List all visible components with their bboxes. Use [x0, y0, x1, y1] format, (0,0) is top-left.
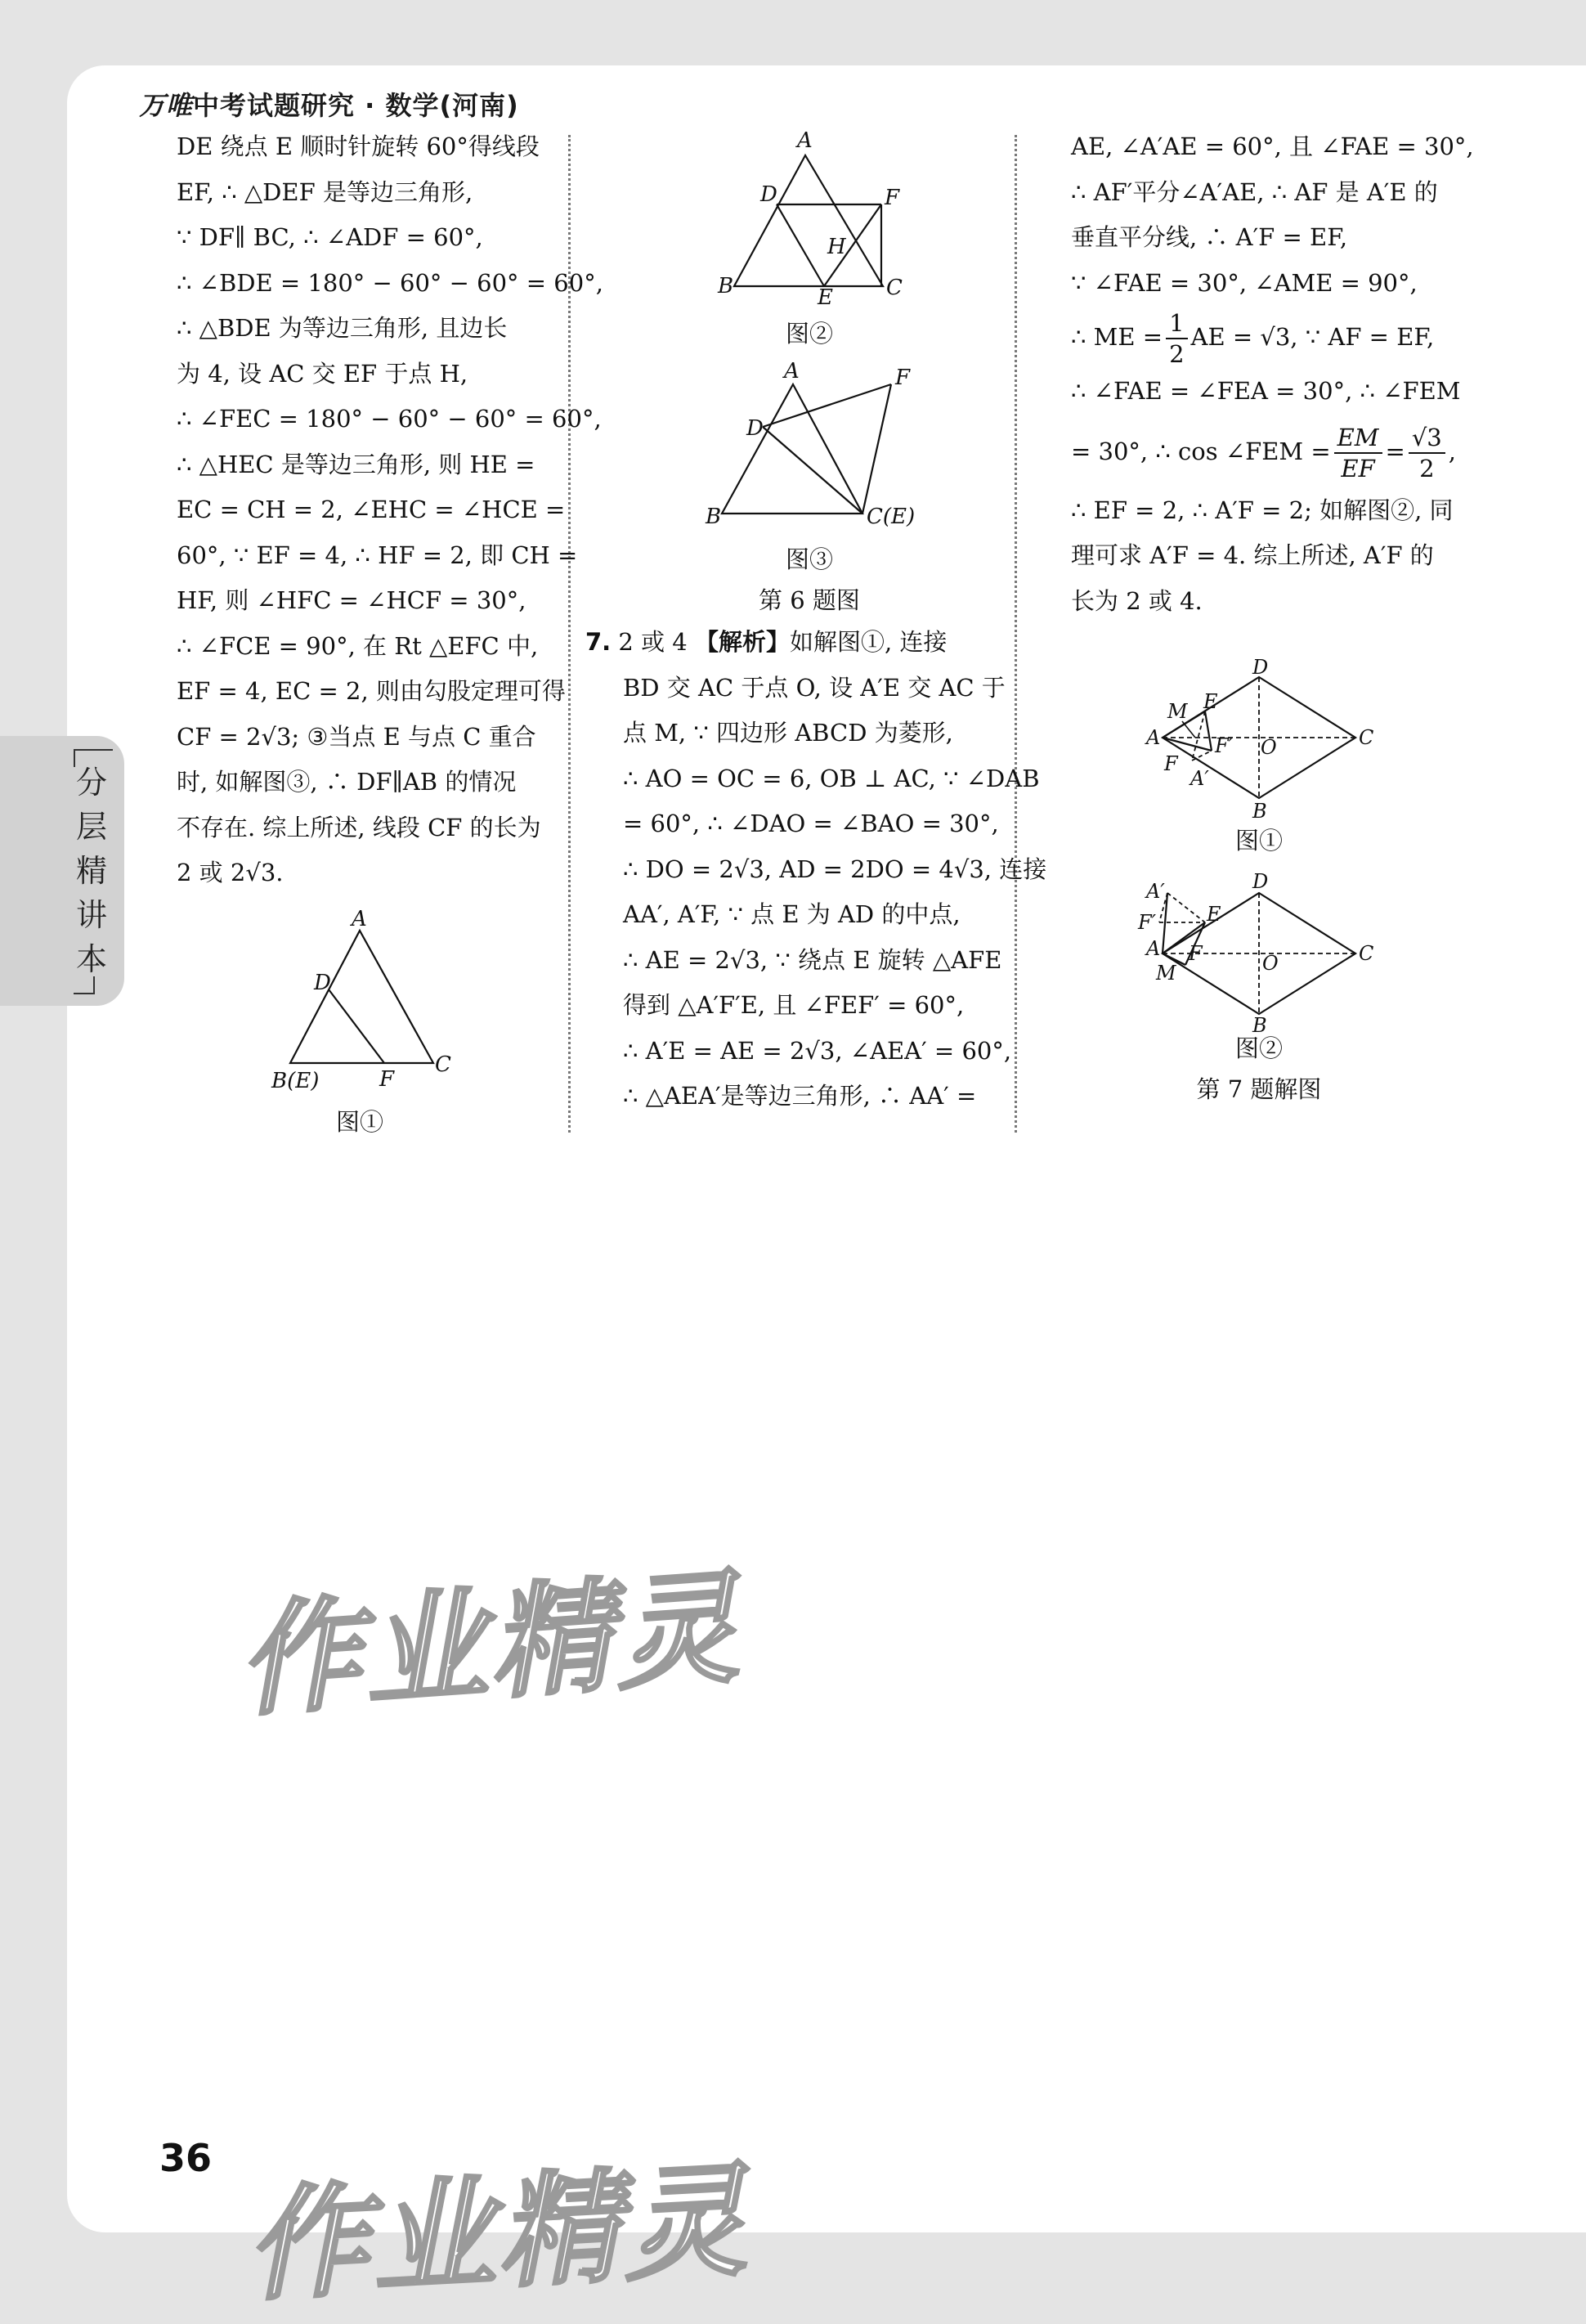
text-line: ∴ ME = $\frac{1}{2}$ AE = √3, ∵ AF = EF,: [1071, 309, 1435, 368]
text-line: ∴ EF = 2, ∴ A′F = 2; 如解图②, 同: [1071, 496, 1454, 524]
fig2-caption: 图②: [785, 320, 833, 348]
label-F: F: [885, 186, 900, 210]
column-divider-2: [1015, 135, 1017, 1133]
q7-figure-2: [1136, 868, 1382, 1032]
text-line: 60°, ∵ EF = 4, ∴ HF = 2, 即 CH =: [177, 541, 578, 569]
label-B: B: [1252, 1014, 1267, 1032]
text-line: ∴ △AEA′是等边三角形, ∴ AA′ =: [623, 1082, 977, 1110]
label-H: H: [827, 235, 846, 259]
label-D: D: [746, 416, 764, 441]
label-Fp: F′: [1215, 734, 1234, 757]
text-line: ∵ DF∥ BC, ∴ ∠ADF = 60°,: [177, 223, 483, 251]
label-B: B: [718, 274, 734, 298]
q7-fig1-caption: 图①: [1234, 827, 1283, 855]
label-A: A: [797, 131, 813, 153]
text-line: ∴ DO = 2√3, AD = 2DO = 4√3, 连接: [623, 855, 1047, 883]
text-line: 为 4, 设 AC 交 EF 于点 H,: [177, 359, 468, 388]
label-Fp: F′: [1138, 911, 1157, 934]
text-line: BD 交 AC 于点 O, 设 A′E 交 AC 于: [623, 673, 1006, 702]
label-F: F: [895, 366, 911, 390]
text-line: 理可求 A′F = 4. 综上所述, A′F 的: [1071, 541, 1434, 569]
label-E: E: [1207, 903, 1221, 926]
fig3-caption: 图③: [785, 545, 833, 573]
label-F: F: [1164, 752, 1178, 775]
q7-caption: 第 7 题解图: [1196, 1075, 1322, 1103]
fraction: $\frac{1}{2}$: [1166, 308, 1187, 369]
label-O: O: [1261, 736, 1277, 759]
text-line: 时, 如解图③, ∴ DF∥AB 的情况: [177, 768, 517, 796]
text-line: ∴ △BDE 为等边三角形, 且边长: [177, 314, 508, 342]
watermark: 作业精灵: [242, 2149, 753, 2318]
text-line: = 30°, ∴ cos ∠FEM = $\frac{EM}{EF}$ = $\frac{√3}{2}$ ,: [1071, 423, 1456, 482]
q7-fig2-caption: 图②: [1234, 1034, 1283, 1062]
side-tab: [0, 736, 124, 1006]
label-M: M: [1167, 700, 1188, 723]
label-F: F: [379, 1067, 395, 1092]
text-line: AA′, A′F, ∵ 点 E 为 AD 的中点,: [623, 900, 961, 928]
label-Ap: A′: [1190, 767, 1209, 790]
fraction: $\frac{√3}{2}$: [1409, 423, 1445, 483]
text-line: = 60°, ∴ ∠DAO = ∠BAO = 30°,: [623, 810, 999, 837]
text-line: ∵ ∠FAE = 30°, ∠AME = 90°,: [1071, 268, 1418, 297]
column-3: [1071, 124, 1474, 624]
text-line: 点 M, ∵ 四边形 ABCD 为菱形,: [623, 719, 953, 747]
label-D: D: [314, 971, 331, 995]
text-line: ∴ AO = OC = 6, OB ⊥ AC, ∵ ∠DAB: [623, 764, 1040, 792]
figure-2: [711, 131, 907, 307]
label-A: A: [1146, 937, 1161, 960]
text-line: EF, ∴ △DEF 是等边三角形,: [177, 177, 473, 206]
label-E: E: [818, 285, 833, 307]
text-line: AE, ∠A′AE = 60°, 且 ∠FAE = 30°,: [1071, 132, 1474, 160]
page-header: [139, 85, 519, 123]
label-C: C: [1359, 726, 1374, 749]
label-A: A: [1146, 726, 1161, 749]
label-C: C: [1359, 942, 1374, 965]
label-BE: B(E): [271, 1069, 320, 1093]
figure-1: [262, 908, 474, 1104]
label-D: D: [1252, 659, 1269, 679]
text-line: 得到 △A′F′E, 且 ∠FEF′ = 60°,: [623, 991, 965, 1019]
label-M: M: [1156, 962, 1176, 985]
q7-first-line: 7. 2 或 4 【解析】如解图①, 连接: [585, 628, 948, 656]
analysis-keyword: 【解析】: [694, 628, 790, 656]
label-Ap: A′: [1146, 880, 1165, 903]
q6-caption: 第 6 题图: [759, 586, 860, 614]
q7-figure-1: [1136, 659, 1382, 819]
text-line: ∴ AE = 2√3, ∵ 绕点 E 旋转 △AFE: [623, 945, 1002, 974]
fig1-caption: 图①: [335, 1108, 383, 1136]
label-F: F: [1189, 942, 1203, 965]
text-line: ∴ ∠BDE = 180° − 60° − 60° = 60°,: [177, 268, 603, 297]
text-line: ∴ A′E = AE = 2√3, ∠AEA′ = 60°,: [623, 1036, 1012, 1065]
text-line: ∴ ∠FCE = 90°, 在 Rt △EFC 中,: [177, 631, 539, 660]
text-line: EF = 4, EC = 2, 则由勾股定理可得: [177, 677, 566, 705]
text-line: EC = CH = 2, ∠EHC = ∠HCE =: [177, 496, 566, 523]
book-title: 中考试题研究 · 数学(河南): [193, 90, 519, 121]
brand-logo: 万唯: [139, 90, 194, 121]
label-D: D: [760, 182, 777, 207]
column-1: [177, 124, 603, 896]
side-tab-label: 分 层 精 讲 本: [75, 765, 107, 977]
text-line: DE 绕点 E 顺时针旋转 60°得线段: [177, 132, 540, 160]
text-line: CF = 2√3; ③当点 E 与点 C 重合: [177, 722, 536, 751]
text-line: 长为 2 或 4.: [1071, 586, 1203, 615]
text-line: 2 或 2√3.: [177, 859, 284, 886]
label-C: C: [435, 1052, 451, 1077]
text-line: ∴ AF′平分∠A′AE, ∴ AF 是 A′E 的: [1071, 177, 1438, 206]
question-number: 7.: [585, 628, 612, 656]
label-D: D: [1252, 870, 1269, 893]
watermark: 作业精灵: [233, 1556, 746, 1734]
figure-3: [699, 360, 928, 536]
column-2: [585, 620, 1047, 1119]
label-E: E: [1203, 690, 1218, 713]
label-B: B: [1252, 800, 1267, 819]
page-number: 36: [159, 2136, 213, 2180]
label-C: C: [886, 276, 903, 300]
text-line: ∴ ∠FAE = ∠FEA = 30°, ∴ ∠FEM: [1071, 377, 1461, 405]
text-line: 垂直平分线, ∴ A′F = EF,: [1071, 223, 1348, 251]
label-O: O: [1262, 952, 1279, 975]
label-B: B: [706, 505, 722, 529]
text-line: ∴ △HEC 是等边三角形, 则 HE =: [177, 450, 535, 478]
label-A: A: [352, 908, 367, 931]
text-line: HF, 则 ∠HFC = ∠HCF = 30°,: [177, 586, 526, 614]
label-A: A: [784, 360, 800, 384]
label-CE: C(E): [867, 505, 916, 529]
text-line: ∴ ∠FEC = 180° − 60° − 60° = 60°,: [177, 405, 602, 433]
text-line: 不存在. 综上所述, 线段 CF 的长为: [177, 813, 541, 841]
bracket-bottom: [74, 976, 95, 994]
fraction: $\frac{EM}{EF}$: [1334, 423, 1382, 483]
q7-answer: 2 或 4: [618, 628, 688, 656]
